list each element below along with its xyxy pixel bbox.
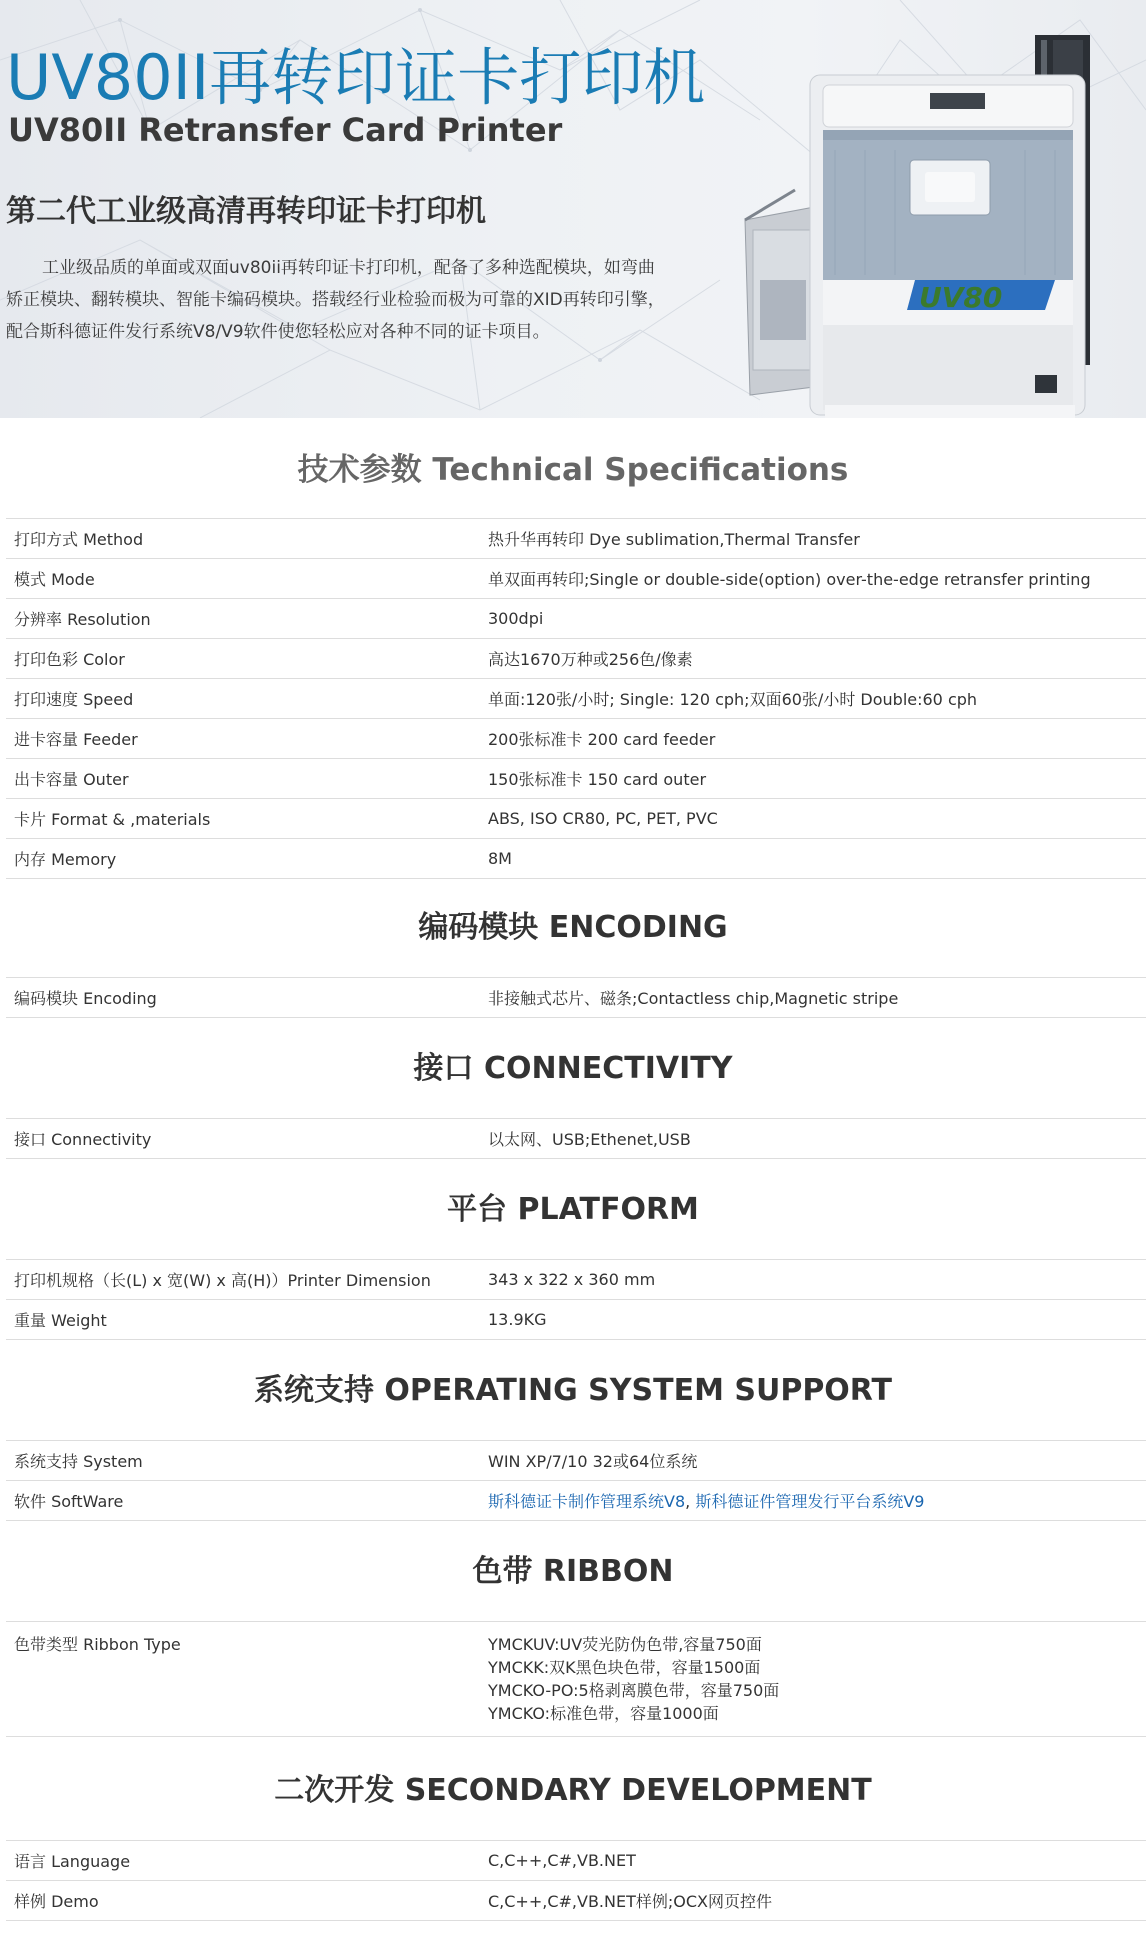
page-title: UV80II再转印证卡打印机: [6, 41, 706, 114]
spec-label: 接口 Connectivity: [6, 1119, 476, 1159]
spec-label: 卡片 Format & ,materials: [6, 799, 476, 839]
spec-value: [476, 1481, 1146, 1521]
table-row: [6, 519, 1146, 559]
spec-label: 打印速度 Speed: [6, 679, 476, 719]
hero-banner: [0, 0, 1146, 418]
spec-value: 343 x 322 x 360 mm: [476, 1260, 1146, 1300]
software-link-v8[interactable]: 斯科德证卡制作管理系统V8: [488, 1492, 686, 1511]
spec-table-platform: [6, 1259, 1146, 1340]
section-title-tech: 技术参数 Technical Specifications: [297, 452, 849, 488]
table-row: [6, 719, 1146, 759]
ribbon-type-line: YMCKK:双K黑色块色带，容量1500面: [488, 1658, 761, 1677]
spec-table-connectivity: [6, 1118, 1146, 1159]
spec-value: 高达1670万种或256色/像素: [476, 639, 1146, 679]
spec-label: 出卡容量 Outer: [6, 759, 476, 799]
spec-value: 300dpi: [476, 599, 1146, 639]
section-title-os: 系统支持 OPERATING SYSTEM SUPPORT: [253, 1373, 893, 1408]
spec-label: 打印机规格（长(L) x 宽(W) x 高(H)）Printer Dimension: [6, 1260, 476, 1300]
table-row: [6, 1841, 1146, 1881]
spec-value: C,C++,C#,VB.NET: [476, 1841, 1146, 1881]
spec-value: 非接触式芯片、磁条;Contactless chip,Magnetic stripe: [476, 978, 1146, 1018]
section-title-connectivity: 接口 CONNECTIVITY: [413, 1051, 733, 1086]
table-row: [6, 978, 1146, 1018]
table-row: [6, 639, 1146, 679]
table-row: [6, 1260, 1146, 1300]
section-title-encoding: 编码模块 ENCODING: [418, 910, 728, 945]
spec-value: 热升华再转印 Dye sublimation,Thermal Transfer: [476, 519, 1146, 559]
spec-label: 模式 Mode: [6, 559, 476, 599]
spec-table-ribbon: [6, 1621, 1146, 1737]
spec-value: 单面:120张/小时; Single: 120 cph;双面60张/小时 Double:60 cph: [476, 679, 1146, 719]
spec-value: 200张标准卡 200 card feeder: [476, 719, 1146, 759]
spec-value: 以太网、USB;Ethenet,USB: [476, 1119, 1146, 1159]
link-separator: ,: [685, 1492, 696, 1511]
spec-label: 进卡容量 Feeder: [6, 719, 476, 759]
spec-value: 13.9KG: [476, 1300, 1146, 1340]
table-row: [6, 679, 1146, 719]
spec-value: 150张标准卡 150 card outer: [476, 759, 1146, 799]
product-headline: 第二代工业级高清再转印证卡打印机: [6, 194, 486, 229]
spec-label: 软件 SoftWare: [6, 1481, 476, 1521]
software-link-v9[interactable]: 斯科德证件管理发行平台系统V9: [695, 1492, 925, 1511]
printer-badge: UV80: [919, 281, 1003, 314]
spec-label: 系统支持 System: [6, 1441, 476, 1481]
printer-image: [735, 30, 1146, 418]
spec-label: 色带类型 Ribbon Type: [6, 1622, 476, 1737]
table-row: [6, 1300, 1146, 1340]
table-row: [6, 559, 1146, 599]
spec-label: 语言 Language: [6, 1841, 476, 1881]
spec-label: 编码模块 Encoding: [6, 978, 476, 1018]
table-row: [6, 1441, 1146, 1481]
section-title-dev: 二次开发 SECONDARY DEVELOPMENT: [274, 1773, 872, 1808]
product-description: 工业级品质的单面或双面uv80ii再转印证卡打印机，配备了多种选配模块，如弯曲矫正模块、翻转模块、智能卡编码模块。搭载经行业检验而极为可靠的XID再转印引擎，配合斯科德证件发行系统V8/V9软件使您轻松应对各种不同的证卡项目。: [6, 258, 665, 342]
spec-table-encoding: [6, 977, 1146, 1018]
section-title-ribbon: 色带 RIBBON: [472, 1554, 674, 1589]
spec-value: C,C++,C#,VB.NET样例;OCX网页控件: [476, 1881, 1146, 1921]
page-subtitle: UV80II Retransfer Card Printer: [8, 111, 563, 149]
spec-label: 重量 Weight: [6, 1300, 476, 1340]
spec-value: 8M: [476, 839, 1146, 879]
ribbon-type-line: YMCKO:标准色带，容量1000面: [488, 1704, 719, 1723]
spec-table-dev: [6, 1840, 1146, 1921]
spec-label: 内存 Memory: [6, 839, 476, 879]
spec-label: 打印色彩 Color: [6, 639, 476, 679]
section-title-platform: 平台 PLATFORM: [447, 1192, 699, 1227]
spec-value: ABS, ISO CR80, PC, PET, PVC: [476, 799, 1146, 839]
table-row: [6, 839, 1146, 879]
spec-table-os: [6, 1440, 1146, 1521]
spec-label: 分辨率 Resolution: [6, 599, 476, 639]
table-row: [6, 759, 1146, 799]
spec-table-tech: [6, 518, 1146, 879]
spec-value: [476, 1622, 1146, 1737]
ribbon-type-line: YMCKUV:UV荧光防伪色带,容量750面: [488, 1635, 762, 1654]
ribbon-type-line: YMCKO-PO:5格剥离膜色带，容量750面: [488, 1681, 780, 1700]
spec-label: 样例 Demo: [6, 1881, 476, 1921]
table-row: [6, 599, 1146, 639]
table-row: [6, 799, 1146, 839]
spec-value: 单双面再转印;Single or double-side(option) over-the-edge retransfer printing: [476, 559, 1146, 599]
table-row: [6, 1881, 1146, 1921]
spec-value: WIN XP/7/10 32或64位系统: [476, 1441, 1146, 1481]
spec-label: 打印方式 Method: [6, 519, 476, 559]
table-row: [6, 1119, 1146, 1159]
table-row: [6, 1622, 1146, 1737]
table-row: [6, 1481, 1146, 1521]
